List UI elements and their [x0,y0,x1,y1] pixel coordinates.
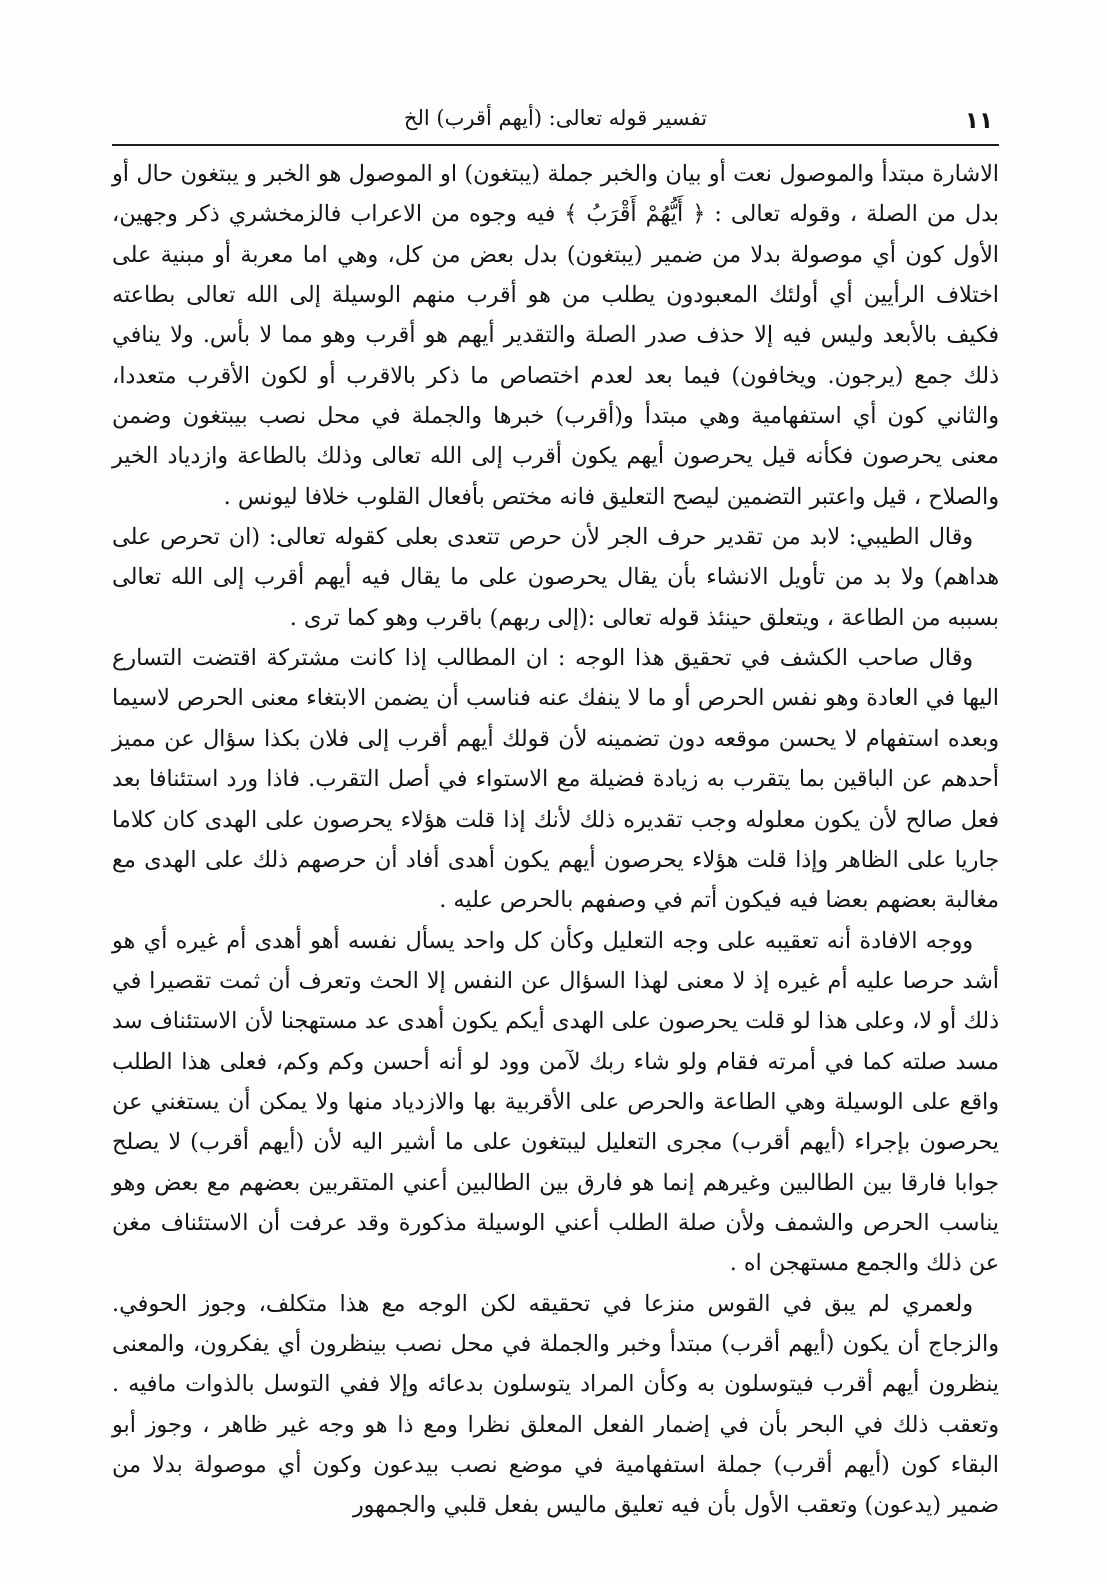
running-title: تفسير قوله تعالى: (أيهم أقرب) الخ [403,106,708,130]
paragraph: ووجه الافادة أنه تعقيبه على وجه التعليل وكأن كل واحد يسأل نفسه أهو أهدى أم غيره أي هو أشد حرصا عليه أم غيره إذ لا معنى لهذا السؤال عن النفس إلا الحث وتعرف أن ثمت تقصيرا في ذلك أو لا، وعلى هذا لو قلت يحرصون على الهدى أيكم يكون أهدى عد مستهجنا لأن الاستئناف سد مسد صلته كما في أمرته فقام ولو شاء ربك لآمن وود لو أنه أحسن وكم وكم، فعلى هذا الطلب واقع على الوسيلة وهي الطاعة والحرص على الأقربية بها والازدياد منها ولا يمكن أن يستغني عن يحرصون بإجراء (أيهم أقرب) مجرى التعليل ليبتغون على ما أشير اليه لأن (أيهم أقرب) لا يصلح جوابا فارقا بين الطالبين وغيرهم إنما هو فارق بين الطالبين أعني المتقربين بعضهم مع بعض وهو يناسب الحرص والشمف ولأن صلة الطلب أعني الوسيلة مذكورة وقد عرفت أن الاستئناف مغن عن ذلك والجمع مستهجن اه . [112,927,999,1277]
body-text [112,154,999,1526]
paragraph: وقال صاحب الكشف في تحقيق هذا الوجه : ان المطالب إذا كانت مشتركة اقتضت التسارع اليها في العادة وهو نفس الحرص أو ما لا ينفك عنه فناسب أن يضمن الابتغاء معنى الحرص لاسيما وبعده استفهام لا يحسن موقعه دون تضمينه لأن قولك أيهم أقرب إلى فلان بكذا سؤال عن مميز أحدهم عن الباقين بما يتقرب به زيادة فضيلة مع الاستواء في أصل التقرب. فاذا ورد استئنافا بعد فعل صالح لأن يكون معلوله وجب تقديره ذلك لأنك إذا قلت هؤلاء يحرصون على الهدى كان كلاما جاريا على الظاهر وإذا قلت هؤلاء يحرصون أيهم يكون أهدى أفاد أن حرصهم ذلك على الهدى مع مغالبة بعضهم بعضا فيه فيكون أتم في وصفهم بالحرص عليه . [112,645,999,914]
paragraph: ولعمري لم يبق في القوس منزعا في تحقيقه لكن الوجه مع هذا متكلف، وجوز الحوفي. والزجاج أن يكون (أيهم أقرب) مبتدأ وخبر والجملة في محل نصب بينظرون أي يفكرون، والمعنى ينظرون أيهم أقرب فيتوسلون به وكأن المراد يتوسلون بدعائه وإلا ففي التوسل بالذوات مافيه . وتعقب ذلك في البحر بأن في إضمار الفعل المعلق نظرا ومع ذا هو وجه غير ظاهر ، وجوز أبو البقاء كون (أيهم أقرب) جملة استفهامية في موضع نصب بيدعون وكون أي موصولة بدلا من ضمير (يدعون) وتعقب الأول بأن فيه تعليق ماليس بفعل قلبي والجمهور [112,1290,999,1519]
paragraph: الاشارة مبتدأ والموصول نعت أو بيان والخبر جملة (يبتغون) او الموصول هو الخبر و يبتغون حال أو بدل من الصلة ، وقوله تعالى : ﴿ أَيُّهُمْ أَقْرَبُ ﴾ فيه وجوه من الاعراب فالزمخشري ذكر وجهين، الأول كون أي موصولة بدلا من ضمير (يبتغون) بدل بعض من كل، وهي اما معربة أو مبنية على اختلاف الرأيين أي أولئك المعبودون يطلب من هو أقرب منهم الوسيلة إلى الله تعالى بطاعته فكيف بالأبعد وليس فيه إلا حذف صدر الصلة والتقدير أيهم هو أقرب وهو مما لا بأس. ولا ينافي ذلك جمع (يرجون. ويخافون) فيما بعد لعدم اختصاص ما ذكر بالاقرب أو لكون الأقرب متعددا، والثاني كون أي استفهامية وهي مبتدأ و(أقرب) خبرها والجملة في محل نصب بيبتغون وضمن معنى يحرصون فكأنه قيل يحرصون أيهم يكون أقرب إلى الله تعالى وذلك بالطاعة وازدياد الخير والصلاح ، قيل واعتبر التضمين ليصح التعليق فانه مختص بأفعال القلوب خلافا ليونس . [112,161,999,510]
page-header [112,96,999,146]
paragraph: وقال الطيبي: لابد من تقدير حرف الجر لأن حرص تتعدى بعلى كقوله تعالى: (ان تحرص على هداهم) ولا بد من تأويل الانشاء بأن يقال يحرصون على ما يقال فيه أيهم أقرب إلى الله تعالى بسببه من الطاعة ، ويتعلق حينئذ قوله تعالى :(إلى ربهم) باقرب وهو كما ترى . [112,524,999,631]
page-number: ١١ [964,108,993,134]
